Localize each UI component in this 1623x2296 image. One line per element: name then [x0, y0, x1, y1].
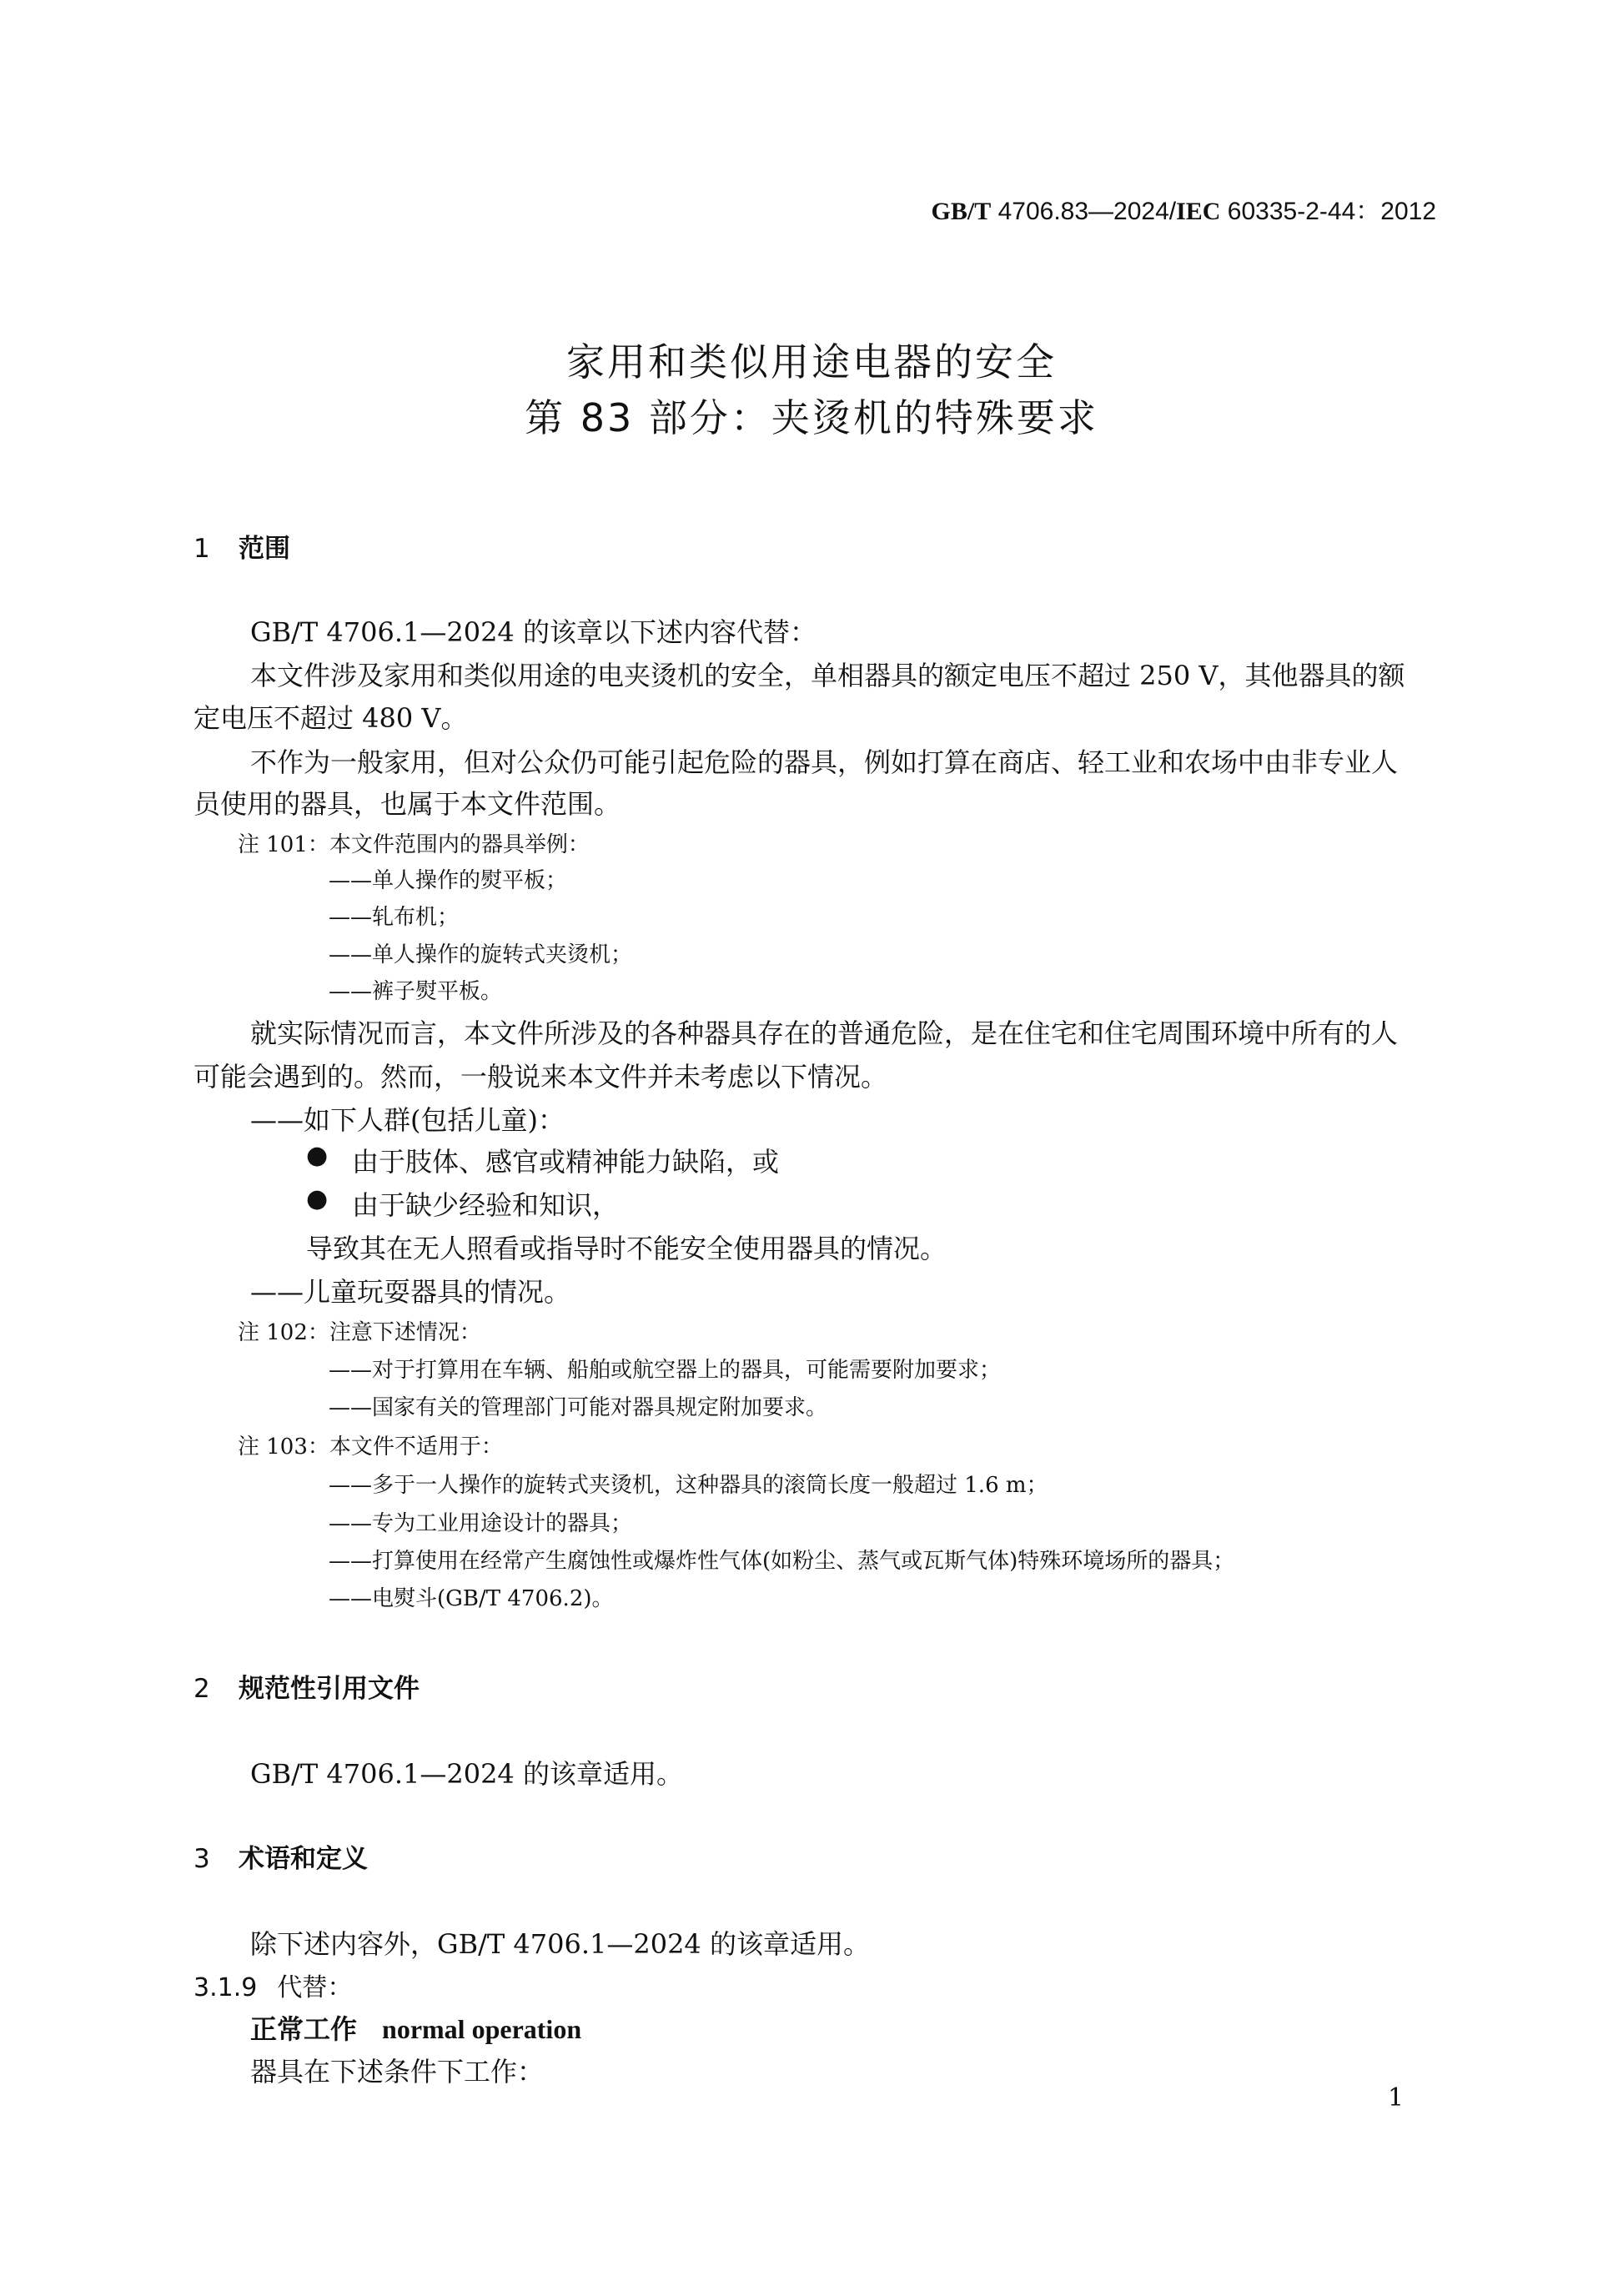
- section-1-paragraph-2b: 定电压不超过 480 V。: [193, 702, 468, 734]
- note-101-item: ——单人操作的旋转式夹烫机；: [329, 942, 633, 967]
- bullet-icon: ●: [306, 1141, 329, 1170]
- note-102-item: ——对于打算用在车辆、船舶或航空器上的器具，可能需要附加要求；: [329, 1358, 1002, 1383]
- section-3-paragraph-1: 除下述内容外，GB/T 4706.1—2024 的该章适用。: [250, 1928, 870, 1960]
- dash-item-people: ——如下人群(包括儿童)：: [250, 1104, 565, 1136]
- dash-item-children: ——儿童玩耍器具的情况。: [250, 1276, 571, 1308]
- note-102-item: ——国家有关的管理部门可能对器具规定附加要求。: [329, 1395, 828, 1420]
- bullet-icon: ●: [306, 1184, 329, 1213]
- bullet-item: 由于缺少经验和知识，: [352, 1189, 620, 1221]
- bullet-item: 由于肢体、感官或精神能力缺陷，或: [352, 1146, 780, 1178]
- section-1-paragraph-3b: 员使用的器具，也属于本文件范围。: [193, 788, 621, 820]
- page-number: 1: [1388, 2083, 1404, 2113]
- note-103-item: ——打算使用在经常产生腐蚀性或爆炸性气体(如粉尘、蒸气或瓦斯气体)特殊环境场所的器具；: [329, 1549, 1235, 1574]
- section-1-paragraph-4a: 就实际情况而言，本文件所涉及的各种器具存在的普通危险，是在住宅和住宅周围环境中所有的人: [250, 1017, 1399, 1049]
- section-1-paragraph-4b: 可能会遇到的。然而，一般说来本文件并未考虑以下情况。: [193, 1061, 888, 1093]
- section-2-paragraph: GB/T 4706.1—2024 的该章适用。: [250, 1758, 683, 1790]
- note-103: 注 103：本文件不适用于：: [238, 1434, 503, 1459]
- note-103-item: ——专为工业用途设计的器具；: [329, 1511, 633, 1536]
- note-101-item: ——轧布机；: [329, 905, 460, 930]
- standard-code: GB/T 4706.83—2024/IEC 60335-2-44：2012: [931, 198, 1436, 225]
- note-101: 注 101：本文件范围内的器具举例：: [238, 832, 590, 857]
- section-2-heading: 2 规范性引用文件: [193, 1674, 420, 1704]
- note-102: 注 102：注意下述情况：: [238, 1320, 481, 1345]
- section-1-paragraph-1: GB/T 4706.1—2024 的该章以下述内容代替：: [250, 616, 817, 648]
- section-3-heading: 3 术语和定义: [193, 1844, 368, 1874]
- bullet-tail: 导致其在无人照看或指导时不能安全使用器具的情况。: [306, 1233, 947, 1264]
- term-definition-heading: 正常工作 normal operation: [250, 2013, 582, 2045]
- section-1-paragraph-3a: 不作为一般家用，但对公众仍可能引起危险的器具，例如打算在商店、轻工业和农场中由非专业人: [250, 746, 1399, 778]
- clause-3-1-9: 3.1.9 代替：: [193, 1973, 353, 2002]
- section-3-paragraph-2: 器具在下述条件下工作：: [250, 2056, 545, 2088]
- note-103-item: ——多于一人操作的旋转式夹烫机，这种器具的滚筒长度一般超过 1.6 m；: [329, 1473, 1048, 1498]
- section-1-heading: 1 范围: [193, 534, 290, 564]
- note-101-item: ——裤子熨平板。: [329, 979, 503, 1004]
- document-title-line2: 第 83 部分：夹烫机的特殊要求: [525, 395, 1098, 440]
- note-101-item: ——单人操作的熨平板；: [329, 868, 568, 893]
- note-103-item: ——电熨斗(GB/T 4706.2)。: [329, 1586, 614, 1611]
- document-title-line1: 家用和类似用途电器的安全: [566, 339, 1057, 384]
- section-1-paragraph-2a: 本文件涉及家用和类似用途的电夹烫机的安全，单相器具的额定电压不超过 250 V，其他器具的额: [250, 660, 1405, 691]
